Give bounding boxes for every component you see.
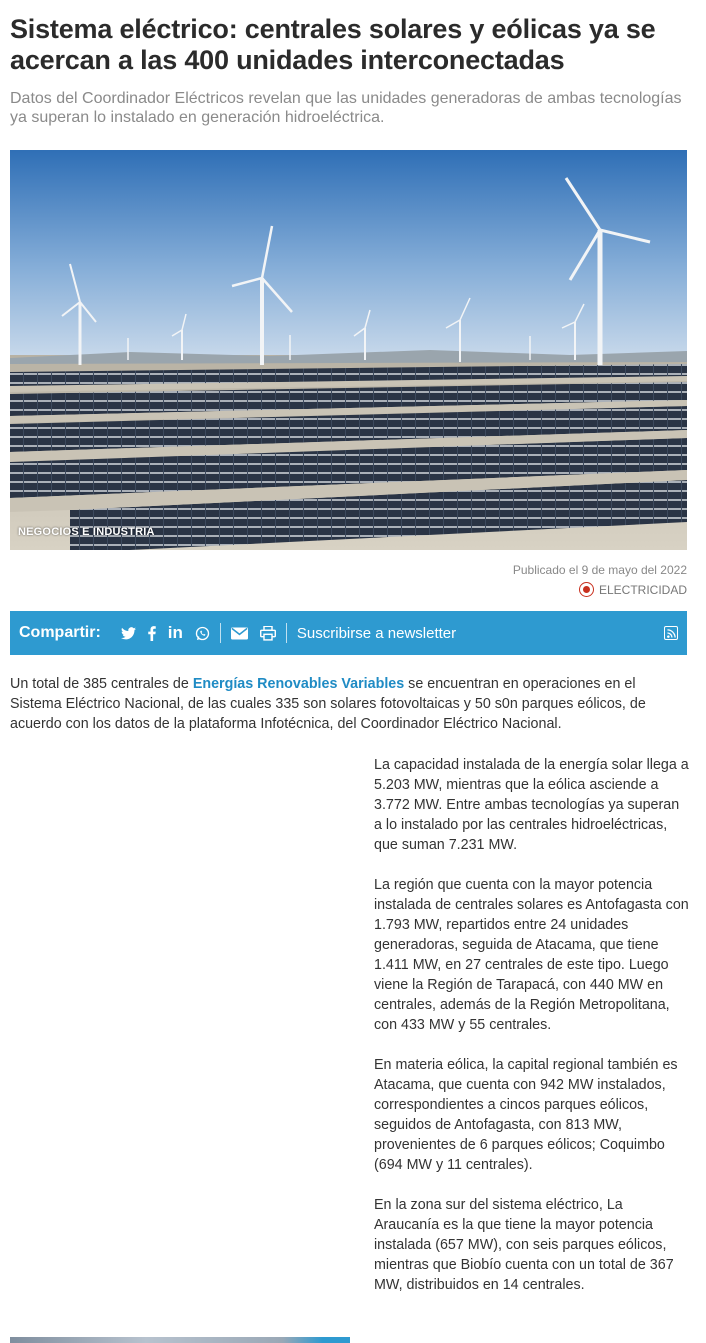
body-paragraph-4: En la zona sur del sistema eléctrico, La Araucanía es la que tiene la mayor potencia instalada (657 MW), con seis parques eólicos, mientras que Biobío cuenta con un total de 367 MW, distribuidos en 14 centrales. (374, 1197, 674, 1293)
divider (220, 623, 221, 643)
lead-text-start: Un total de 385 centrales de (10, 676, 193, 692)
twitter-icon[interactable] (121, 627, 136, 640)
lead-paragraph (10, 674, 690, 734)
divider (286, 623, 287, 643)
linkedin-icon[interactable]: in (167, 623, 183, 642)
solar-wind-farm-illustration (10, 150, 687, 550)
renewables-link[interactable]: Energías Renovables Variables (192, 676, 405, 692)
mail-icon[interactable] (231, 627, 248, 640)
category-dot-icon (579, 582, 594, 597)
publish-date: Publicado el 9 de mayo del 2022 (512, 563, 687, 577)
body-paragraph-3: En materia eólica, la capital regional también es Atacama, que cuenta con 942 MW instalados, correspondientes a cincos parques eólicos, seguidos de Antofagasta, con 813 MW, provenientes de 6 parques eólicos; Coquimbo (694 MW y 11 centrales). (374, 1057, 678, 1173)
image-category-tag[interactable]: NEGOCIOS E INDUSTRIA (18, 526, 155, 538)
print-icon[interactable] (260, 626, 276, 641)
body-paragraph-2: La región que cuenta con la mayor potencia instalada de centrales solares es Antofagasta con 1.793 MW, repartidos entre 24 unidades generadoras, seguida de Atacama, que tiene 1.411 MW, en 27 centrales de este tipo. Luego viene la Región de Tarapacá, con 440 MW en centrales, además de la Región Metropolitana, con 433 MW y 55 centrales. (374, 877, 689, 1033)
facebook-icon[interactable] (148, 626, 156, 641)
article-headline: Sistema eléctrico: centrales solares y eólicas ya se acercan a las 400 unidades interconectadas (10, 14, 656, 75)
hero-image (10, 150, 687, 550)
rss-icon[interactable] (664, 626, 678, 640)
whatsapp-icon[interactable] (195, 626, 210, 641)
body-paragraph-1: La capacidad instalada de la energía solar llega a 5.203 MW, mientras que la eólica asciende a 3.772 MW. Entre ambas tecnologías ya superan a lo instalado por las centrales hidroeléctricas, que suman 7.231 MW. (374, 757, 689, 853)
next-image-preview (10, 1337, 350, 1343)
article-body (374, 755, 690, 1315)
newsletter-link[interactable]: Suscribirse a newsletter (296, 624, 457, 642)
lead-text-end: se encuentran en operaciones en el Sistema Eléctrico Nacional, de las cuales 335 son solares fotovoltaicas y 50 s0n parques eólicos, de acuerdo con los datos de la plataforma Infotécnica, del Coordinador Eléctrico Nacional. (10, 676, 646, 732)
category-label: ELECTRICIDAD (598, 582, 687, 597)
share-bar (10, 611, 687, 655)
article-subtitle: Datos del Coordinador Eléctricos revelan que las unidades generadoras de ambas tecnologías ya superan lo instalado en generación hidroeléctrica. (10, 90, 682, 126)
share-label: Compartir: (19, 624, 101, 641)
category-link[interactable] (579, 582, 687, 597)
